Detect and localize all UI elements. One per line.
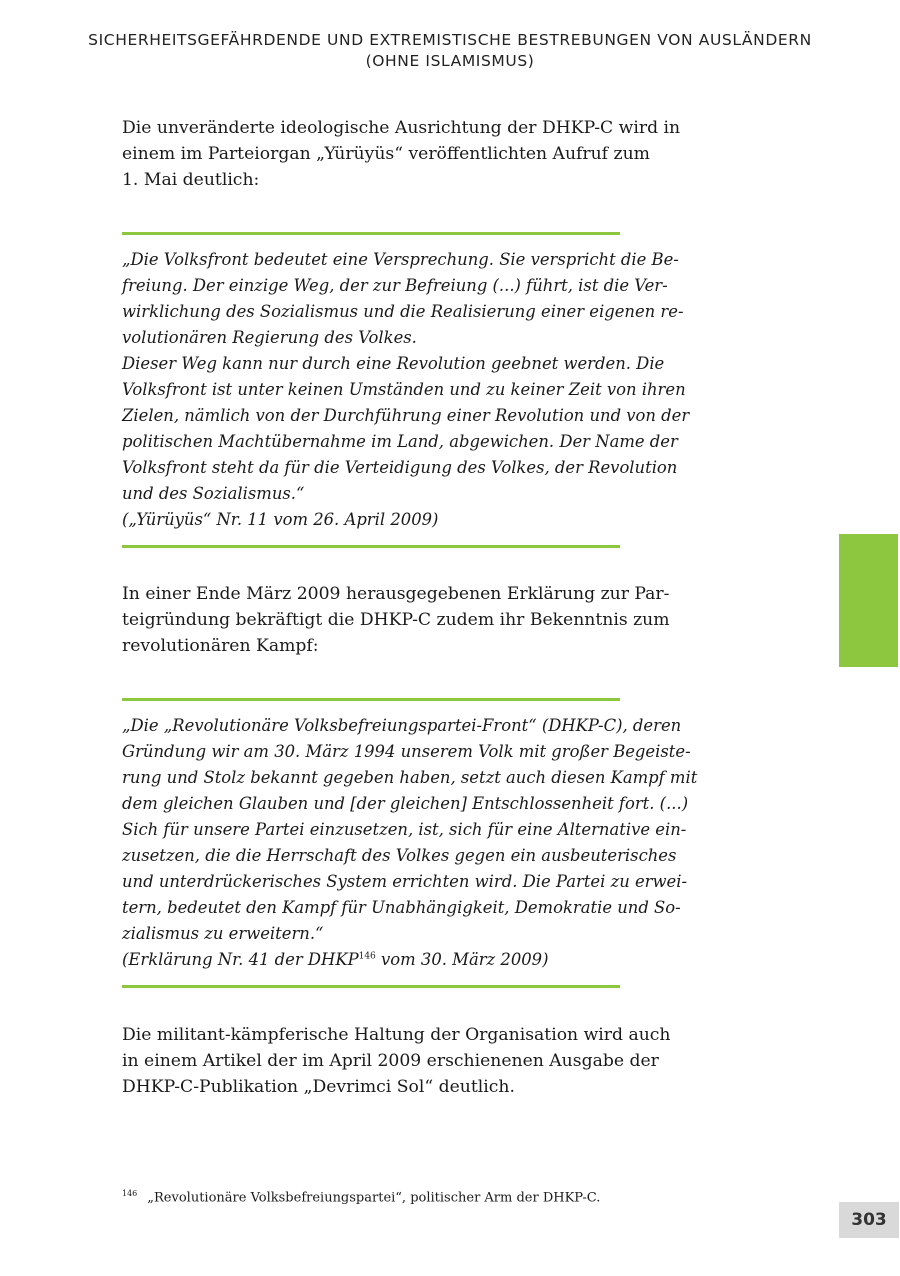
- source-text: (Erklärung Nr. 41 der DHKP: [122, 950, 359, 969]
- quote-line: Volksfront steht da für die Verteidigung des Volkes, der Revolution: [122, 458, 678, 477]
- text-line: In einer Ende März 2009 herausgegebenen Erklärung zur Par-: [122, 584, 670, 604]
- quote-line: politischen Machtübernahme im Land, abgewichen. Der Name der: [122, 432, 678, 451]
- quote-line: Volksfront ist unter keinen Umständen und zu keiner Zeit von ihren: [122, 380, 686, 399]
- footnote: [122, 1185, 722, 1207]
- chapter-side-tab: [839, 534, 898, 667]
- quote-line: freiung. Der einzige Weg, der zur Befreiung (...) führt, ist die Ver-: [122, 276, 668, 295]
- quote-line: Gründung wir am 30. März 1994 unserem Volk mit großer Begeiste-: [122, 742, 691, 761]
- text-line: DHKP-C-Publikation „Devrimci Sol“ deutlich.: [122, 1077, 515, 1097]
- quote-line: Zielen, nämlich von der Durchführung einer Revolution und von der: [122, 406, 690, 425]
- text-line: in einem Artikel der im April 2009 erschienenen Ausgabe der: [122, 1051, 659, 1071]
- text-line: revolutionären Kampf:: [122, 636, 319, 656]
- quote-line: Sich für unsere Partei einzusetzen, ist, sich für eine Alternative ein-: [122, 820, 687, 839]
- paragraph-2: [122, 581, 670, 659]
- footnote-number: 146: [122, 1189, 138, 1198]
- text-line: 1. Mai deutlich:: [122, 170, 260, 190]
- text-line: teigründung bekräftigt die DHKP-C zudem ihr Bekenntnis zum: [122, 610, 670, 630]
- text-line: Die unveränderte ideologische Ausrichtung der DHKP-C wird in: [122, 118, 681, 138]
- quote-line: und des Sozialismus.“: [122, 484, 305, 503]
- quote-line: „Die Volksfront bedeutet eine Versprechung. Sie verspricht die Be-: [122, 250, 679, 269]
- quote-source: („Yürüyüs“ Nr. 11 vom 26. April 2009): [122, 510, 439, 529]
- text-line: Die militant-kämpferische Haltung der Organisation wird auch: [122, 1025, 671, 1045]
- paragraph-1: [122, 115, 681, 193]
- running-header: [0, 30, 900, 72]
- paragraph-3: [122, 1022, 671, 1100]
- page-number: 303: [839, 1202, 899, 1238]
- footnote-reference[interactable]: 146: [358, 951, 376, 962]
- quote-line: rung und Stolz bekannt gegeben haben, setzt auch diesen Kampf mit: [122, 768, 698, 787]
- quote-block-1: [122, 232, 690, 548]
- quote-line: Dieser Weg kann nur durch eine Revolution geebnet werden. Die: [122, 354, 665, 373]
- quote-line: und unterdrückerisches System errichten wird. Die Partei zu erwei-: [122, 872, 688, 891]
- quote-line: dem gleichen Glauben und [der gleichen] Entschlossenheit fort. (...): [122, 794, 689, 813]
- header-line-1: SICHERHEITSGEFÄHRDENDE UND EXTREMISTISCHE BESTREBUNGEN VON AUSLÄNDERN: [88, 31, 812, 49]
- footnote-text: „Revolutionäre Volksbefreiungspartei“, politischer Arm der DHKP-C.: [147, 1190, 601, 1206]
- quote-line: zusetzen, die die Herrschaft des Volkes gegen ein ausbeuterisches: [122, 846, 677, 865]
- source-text: vom 30. März 2009): [375, 950, 549, 969]
- text-line: einem im Parteiorgan „Yürüyüs“ veröffentlichten Aufruf zum: [122, 144, 650, 164]
- quote-source: [122, 947, 620, 973]
- header-line-2: (OHNE ISLAMISMUS): [365, 52, 535, 70]
- quote-line: „Die „Revolutionäre Volksbefreiungspartei-Front“ (DHKP-C), deren: [122, 716, 682, 735]
- quote-line: zialismus zu erweitern.“: [122, 924, 324, 943]
- quote-line: wirklichung des Sozialismus und die Realisierung einer eigenen re-: [122, 302, 684, 321]
- quote-line: tern, bedeutet den Kampf für Unabhängigkeit, Demokratie und So-: [122, 898, 681, 917]
- quote-block-2: [122, 698, 698, 988]
- quote-line: volutionären Regierung des Volkes.: [122, 328, 417, 347]
